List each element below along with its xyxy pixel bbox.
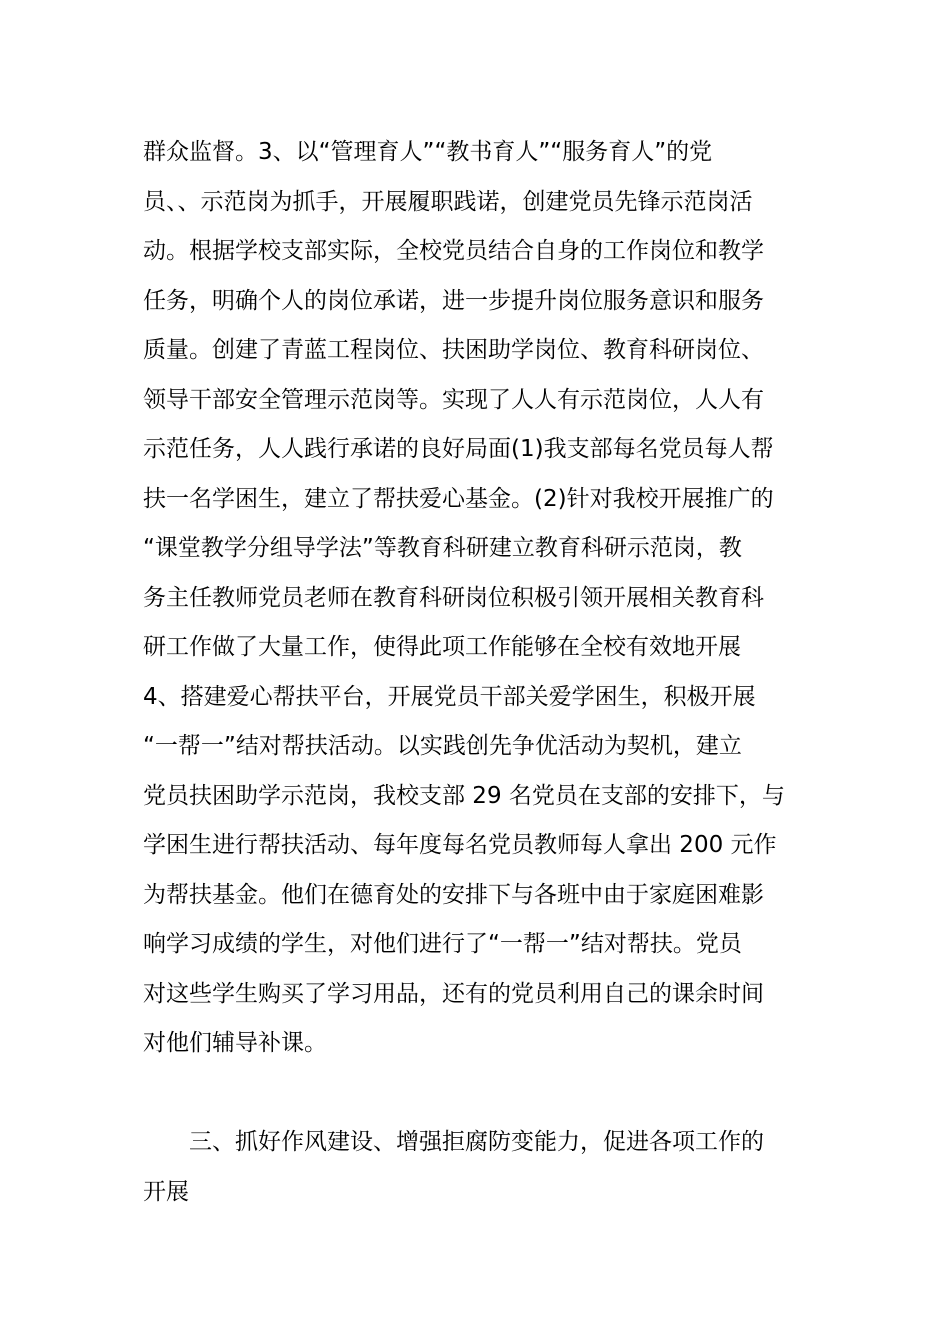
text-line: 三、抓好作风建设、增强拒腐防变能力，促进各项工作的 xyxy=(143,1129,764,1155)
text-line: 学困生进行帮扶活动、每年度每名党员教师每人拿出 200 元作 xyxy=(143,832,777,858)
text-line: “一帮一”结对帮扶活动。以实践创先争优活动为契机，建立 xyxy=(143,733,742,759)
text-line: 对这些学生购买了学习用品，还有的党员利用自己的课余时间 xyxy=(143,980,764,1007)
text-line: 群众监督。3、以“管理育人”“教书育人”“服务育人”的党 xyxy=(143,139,713,165)
text-line: 扶一名学困生，建立了帮扶爱心基金。(2)针对我校开展推广的 xyxy=(143,485,774,512)
text-line: 务主任教师党员老师在教育科研岗位积极引领开展相关教育科 xyxy=(143,584,764,611)
text-line: 响学习成绩的学生，对他们进行了“一帮一”结对帮扶。党员 xyxy=(143,931,742,957)
text-line: 领导干部安全管理示范岗等。实现了人人有示范岗位，人人有 xyxy=(143,386,764,413)
text-line: 4、搭建爱心帮扶平台，开展党员干部关爱学困生，积极开展 xyxy=(143,683,756,710)
text-line: 任务，明确个人的岗位承诺，进一步提升岗位服务意识和服务 xyxy=(143,287,764,314)
text-line: 动。根据学校支部实际，全校党员结合自身的工作岗位和教学 xyxy=(143,238,764,264)
text-line: 示范任务，人人践行承诺的良好局面(1)我支部每名党员每人帮 xyxy=(143,436,774,462)
section-heading-paragraph xyxy=(143,1118,823,1217)
text-line: 党员扶困助学示范岗，我校支部 29 名党员在支部的安排下，与 xyxy=(143,782,785,809)
text-line: “课堂教学分组导学法”等教育科研建立教育科研示范岗，教 xyxy=(143,535,742,561)
text-line: 研工作做了大量工作，使得此项工作能够在全校有效地开展 xyxy=(143,634,741,660)
text-line: 为帮扶基金。他们在德育处的安排下与各班中由于家庭困难影 xyxy=(143,881,764,908)
text-line: 对他们辅导补课。 xyxy=(143,1030,327,1056)
text-line: 质量。创建了青蓝工程岗位、扶困助学岗位、教育科研岗位、 xyxy=(143,337,764,363)
text-line: 开展 xyxy=(143,1178,189,1205)
body-paragraph xyxy=(143,128,823,1069)
text-line: 员、、示范岗为抓手，开展履职践诺，创建党员先锋示范岗活 xyxy=(143,188,753,215)
